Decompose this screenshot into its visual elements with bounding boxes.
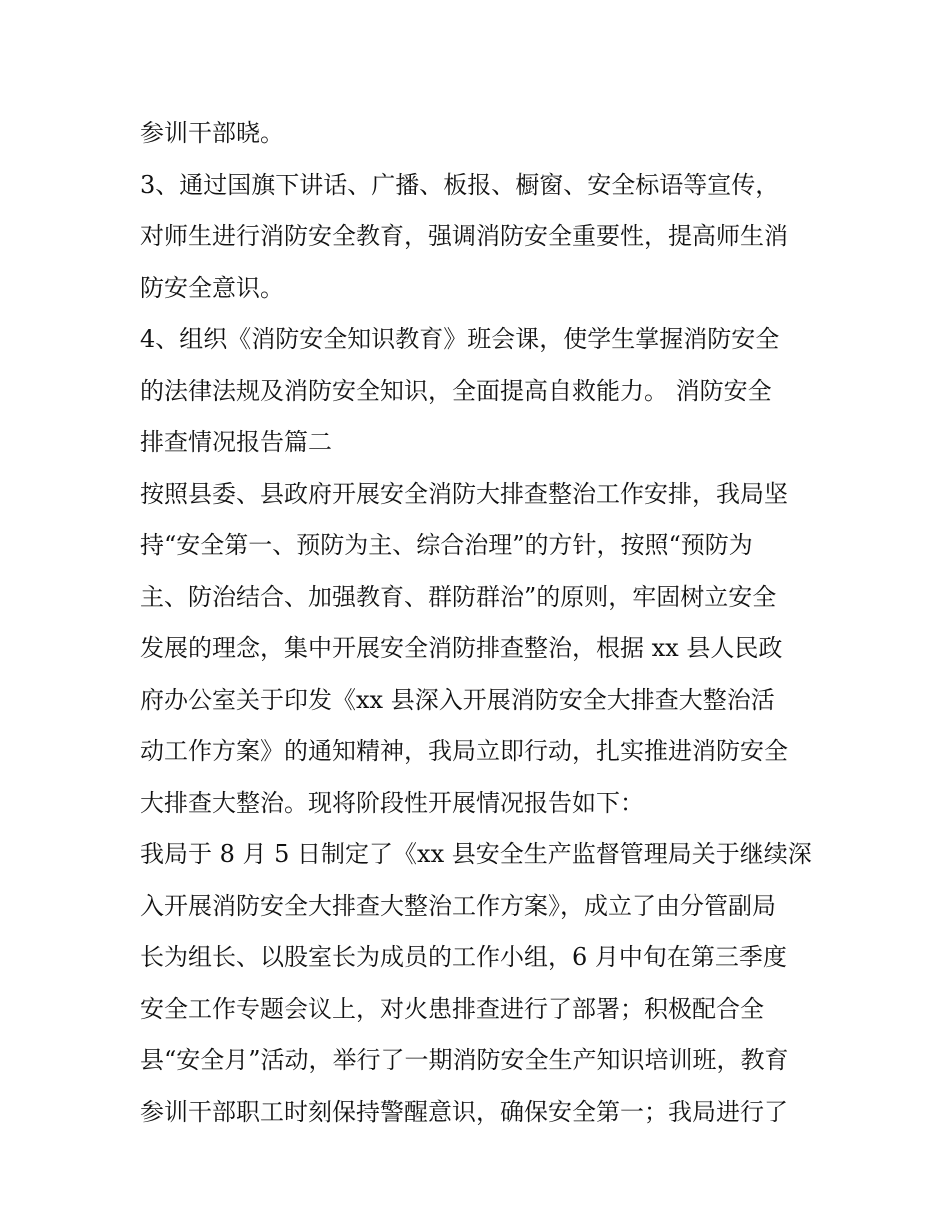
text-line: 按照县委、县政府开展安全消防大排查整治工作安排，我局坚 bbox=[140, 479, 788, 508]
text-line: 县“安全月”活动，举行了一期消防安全生产知识培训班，教育 bbox=[140, 1046, 789, 1074]
text-line: 府办公室关于印发《xx 县深入开展消防安全大排查大整治活 bbox=[140, 685, 775, 714]
text-line: 防安全意识。 bbox=[140, 273, 284, 302]
text-line: 大排查大整治。现将阶段性开展情况报告如下： bbox=[140, 788, 644, 817]
text-line: 的法律法规及消防安全知识，全面提高自救能力。 消防安全 bbox=[140, 376, 772, 405]
text-line: 参训干部晓。 bbox=[140, 119, 284, 147]
text-line: 持“安全第一、预防为主、综合治理”的方针，按照“预防为 bbox=[140, 531, 753, 559]
text-line: 安全工作专题会议上，对火患排查进行了部署；积极配合全 bbox=[140, 994, 764, 1023]
text-line: 发展的理念，集中开展安全消防排查整治，根据 xx 县人民政 bbox=[140, 634, 783, 662]
text-line: 3、通过国旗下讲话、广播、板报、橱窗、安全标语等宣传， bbox=[140, 170, 780, 199]
text-line: 入开展消防安全大排查大整治工作方案》，成立了由分管副局 bbox=[140, 891, 776, 920]
text-line: 长为组长、以股室长为成员的工作小组，6 月中旬在第三季度 bbox=[140, 943, 787, 971]
body-text bbox=[140, 108, 820, 1138]
section-heading: 排查情况报告篇二 bbox=[140, 428, 332, 456]
text-line: 参训干部职工时刻保持警醒意识，确保安全第一；我局进行了 bbox=[140, 1097, 788, 1126]
text-line: 对师生进行消防安全教育，强调消防安全重要性，提高师生消 bbox=[140, 222, 788, 250]
text-line: 4、组织《消防安全知识教育》班会课，使学生掌握消防安全 bbox=[140, 325, 780, 353]
text-line: 动工作方案》的通知精神，我局立即行动，扎实推进消防安全 bbox=[140, 737, 788, 765]
text-line: 主、防治结合、加强教育、群防群治”的原则，牢固树立安全 bbox=[140, 582, 777, 611]
text-line: 我局于 8 月 5 日制定了《xx 县安全生产监督管理局关于继续深 bbox=[140, 840, 812, 868]
